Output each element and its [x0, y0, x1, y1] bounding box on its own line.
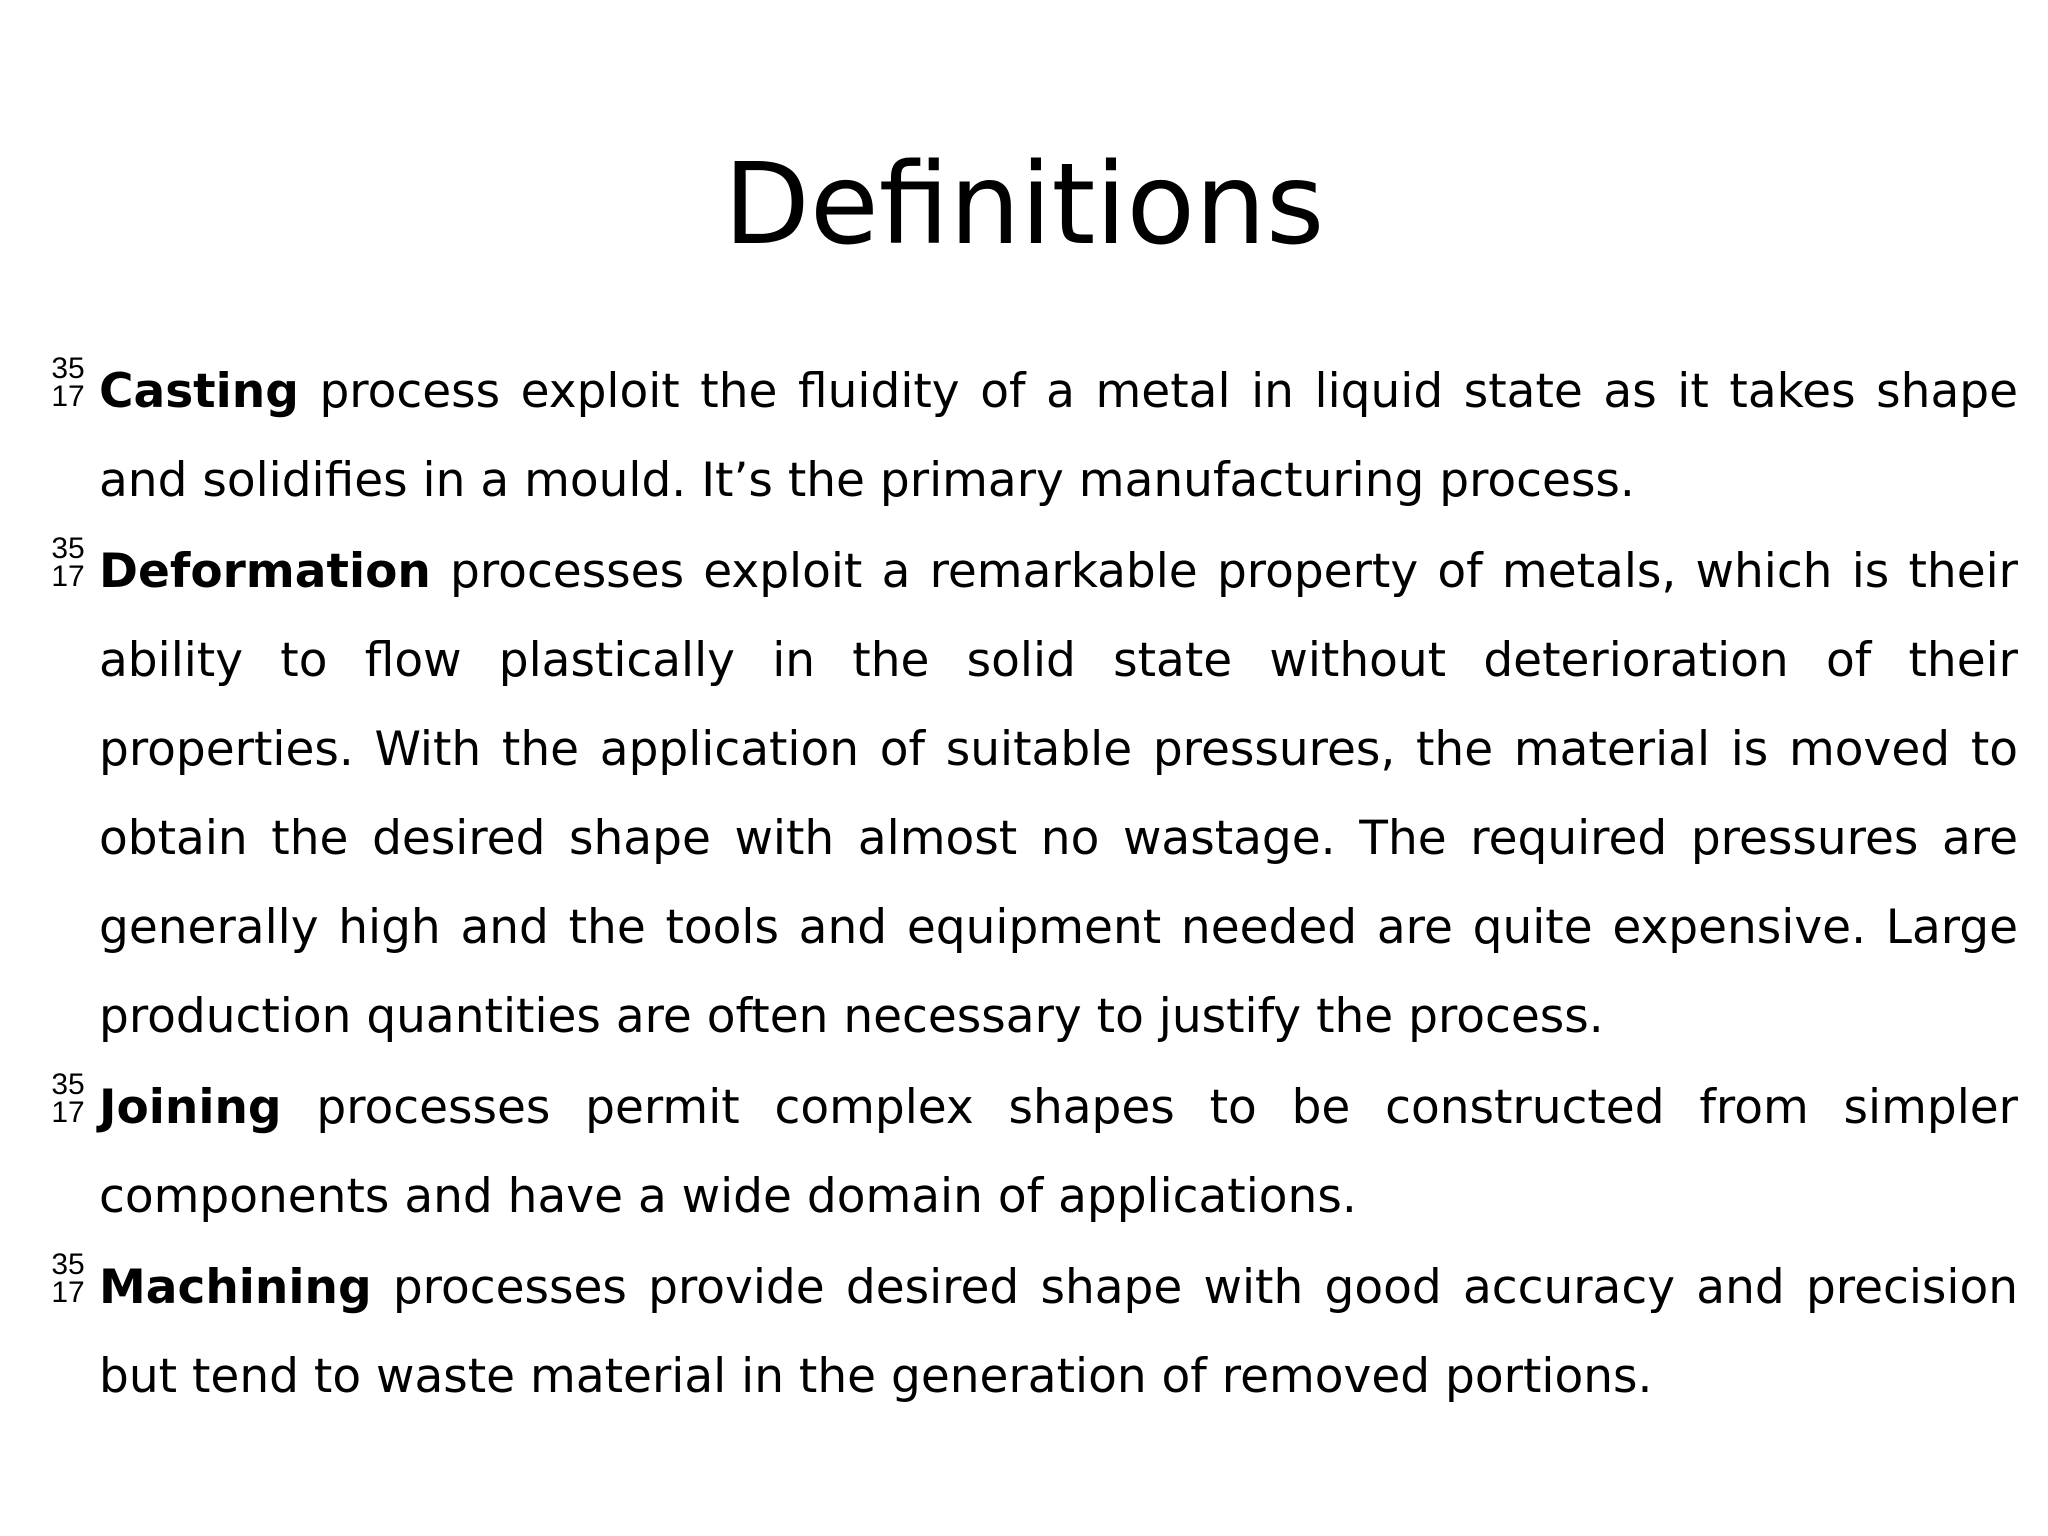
slide-title: Definitions	[723, 140, 1325, 270]
definition-text: processes exploit a remarkable property of metals, which is their ability to flow plastically in the solid state without deterioration of their properties. With the application of suitable pressures, the material is moved to obtain the desired shape with almost no wastage. The required pressures are generally high and the tools and equipment needed are quite expensive. Large production quantities are often necessary to justify the process.	[99, 544, 2018, 1044]
definition-text: processes provide desired shape with good accuracy and precision but tend to waste material in the generation of removed portions.	[99, 1260, 2018, 1404]
definition-item-deformation	[46, 527, 2018, 1061]
bullet-glyph	[46, 1068, 90, 1129]
bullet-glyph-bottom: 17	[51, 1096, 85, 1129]
bullet-glyph-top: 35	[51, 1248, 85, 1281]
definition-list	[46, 347, 2018, 1423]
bullet-glyph-bottom: 17	[51, 1276, 85, 1309]
bullet-glyph	[46, 1248, 90, 1309]
bullet-glyph-top: 35	[51, 1068, 85, 1101]
bullet-glyph	[46, 352, 90, 413]
definition-item-casting	[46, 347, 2018, 525]
bullet-glyph	[46, 532, 90, 593]
bullet-glyph-top: 35	[51, 532, 85, 565]
bullet-glyph-bottom: 17	[51, 380, 85, 413]
definition-term: Casting	[99, 364, 299, 419]
definition-item-joining	[46, 1063, 2018, 1241]
bullet-glyph-top: 35	[51, 352, 85, 385]
definition-text: process exploit the fluidity of a metal in liquid state as it takes shape and solidifies in a mould. It’s the primary manufacturing process.	[99, 364, 2018, 508]
definition-item-machining	[46, 1243, 2018, 1421]
definition-term: Deformation	[99, 544, 431, 599]
bullet-glyph-bottom: 17	[51, 560, 85, 593]
definition-term: Joining	[99, 1080, 282, 1135]
definition-text: processes permit complex shapes to be constructed from simpler components and have a wide domain of applications.	[99, 1080, 2018, 1224]
definition-term: Machining	[99, 1260, 372, 1315]
